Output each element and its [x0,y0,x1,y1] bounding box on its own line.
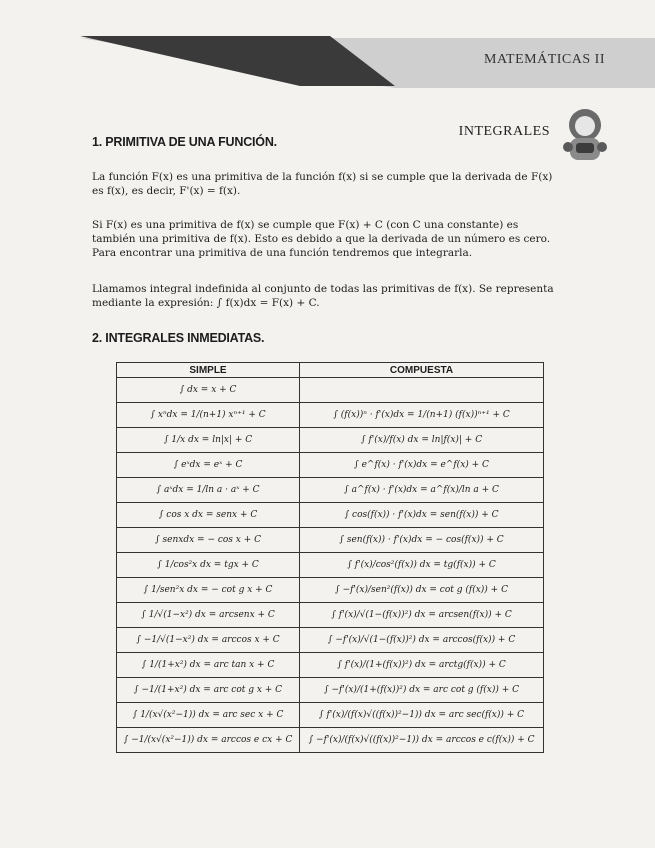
formula-simple: ∫ xⁿdx = 1/(n+1) xⁿ⁺¹ + C [117,403,300,428]
formula-simple: ∫ 1/x dx = ln|x| + C [117,428,300,453]
formula-compuesta: ∫ −f'(x)/sen²(f(x)) dx = cot g (f(x)) + C [300,578,544,603]
section1-heading: 1. PRIMITIVA DE UNA FUNCIÓN. [92,135,277,149]
table-row [117,603,544,628]
formula-simple: ∫ −1/(x√(x²−1)) dx = arccos e cx + C [117,728,300,753]
formula-compuesta: ∫ e^f(x) · f'(x)dx = e^f(x) + C [300,453,544,478]
paragraph-constante: Si F(x) es una primitiva de f(x) se cumple que F(x) + C (con C una constante) es también una primitiva de f(x). Esto es debido a que la derivada de un número es cero. Para encontrar una primitiva de una función tendremos que integrarla. [92,219,551,260]
formula-compuesta: ∫ cos(f(x)) · f'(x)dx = sen(f(x)) + C [300,503,544,528]
table-row [117,553,544,578]
integrals-table-wrapper [116,362,544,808]
table-row [117,628,544,653]
paragraph-primitiva: La función F(x) es una primitiva de la función f(x) si se cumple que la derivada de F(x) es f(x), es decir, F'(x) = f(x). [92,171,553,198]
formula-compuesta: ∫ f'(x)/√(1−(f(x))²) dx = arcsen(f(x)) + C [300,603,544,628]
formula-simple: ∫ 1/(1+x²) dx = arc tan x + C [117,653,300,678]
formula-compuesta [300,378,544,403]
formula-simple: ∫ senxdx = − cos x + C [117,528,300,553]
formula-compuesta: ∫ f'(x)/(1+(f(x))²) dx = arctg(f(x)) + C [300,653,544,678]
table-row [117,403,544,428]
table-row [117,428,544,453]
column-header-simple: SIMPLE [117,363,300,378]
table-row [117,503,544,528]
astronaut-icon [558,105,613,165]
integrals-table [116,362,544,753]
table-row [117,378,544,403]
formula-compuesta: ∫ a^f(x) · f'(x)dx = a^f(x)/ln a + C [300,478,544,503]
formula-compuesta: ∫ −f'(x)/(f(x)√((f(x))²−1)) dx = arccos e c(f(x)) + C [300,728,544,753]
formula-simple: ∫ eˣdx = eˣ + C [117,453,300,478]
table-header-row [117,363,544,378]
formula-compuesta: ∫ f'(x)/f(x) dx = ln|f(x)| + C [300,428,544,453]
formula-simple: ∫ 1/cos²x dx = tgx + C [117,553,300,578]
formula-compuesta: ∫ −f'(x)/(1+(f(x))²) dx = arc cot g (f(x)) + C [300,678,544,703]
section2-heading: 2. INTEGRALES INMEDIATAS. [92,331,265,345]
formula-compuesta: ∫ (f(x))ⁿ · f'(x)dx = 1/(n+1) (f(x))ⁿ⁺¹ + C [300,403,544,428]
formula-compuesta: ∫ f'(x)/cos²(f(x)) dx = tg(f(x)) + C [300,553,544,578]
formula-simple: ∫ aˣdx = 1/ln a · aˣ + C [117,478,300,503]
paragraph-integral-indefinida: Llamamos integral indefinida al conjunto de todas las primitivas de f(x). Se representa mediante la expresión: ∫ f(x)dx = F(x) + C. [92,283,554,310]
table-row [117,728,544,753]
table-row [117,528,544,553]
formula-simple: ∫ cos x dx = senx + C [117,503,300,528]
formula-compuesta: ∫ f'(x)/(f(x)√((f(x))²−1)) dx = arc sec(f(x)) + C [300,703,544,728]
formula-compuesta: ∫ sen(f(x)) · f'(x)dx = − cos(f(x)) + C [300,528,544,553]
column-header-compuesta: COMPUESTA [300,363,544,378]
formula-simple: ∫ −1/√(1−x²) dx = arccos x + C [117,628,300,653]
formula-compuesta: ∫ −f'(x)/√(1−(f(x))²) dx = arccos(f(x)) + C [300,628,544,653]
formula-simple: ∫ dx = x + C [117,378,300,403]
table-row [117,478,544,503]
formula-simple: ∫ 1/√(1−x²) dx = arcsenx + C [117,603,300,628]
table-row [117,703,544,728]
table-row [117,578,544,603]
formula-simple: ∫ 1/(x√(x²−1)) dx = arc sec x + C [117,703,300,728]
section-subtitle: INTEGRALES [458,124,550,139]
formula-simple: ∫ 1/sen²x dx = − cot g x + C [117,578,300,603]
formula-simple: ∫ −1/(1+x²) dx = arc cot g x + C [117,678,300,703]
table-row [117,678,544,703]
header-title: MATEMÁTICAS II [484,52,605,67]
table-row [117,453,544,478]
table-row [117,653,544,678]
